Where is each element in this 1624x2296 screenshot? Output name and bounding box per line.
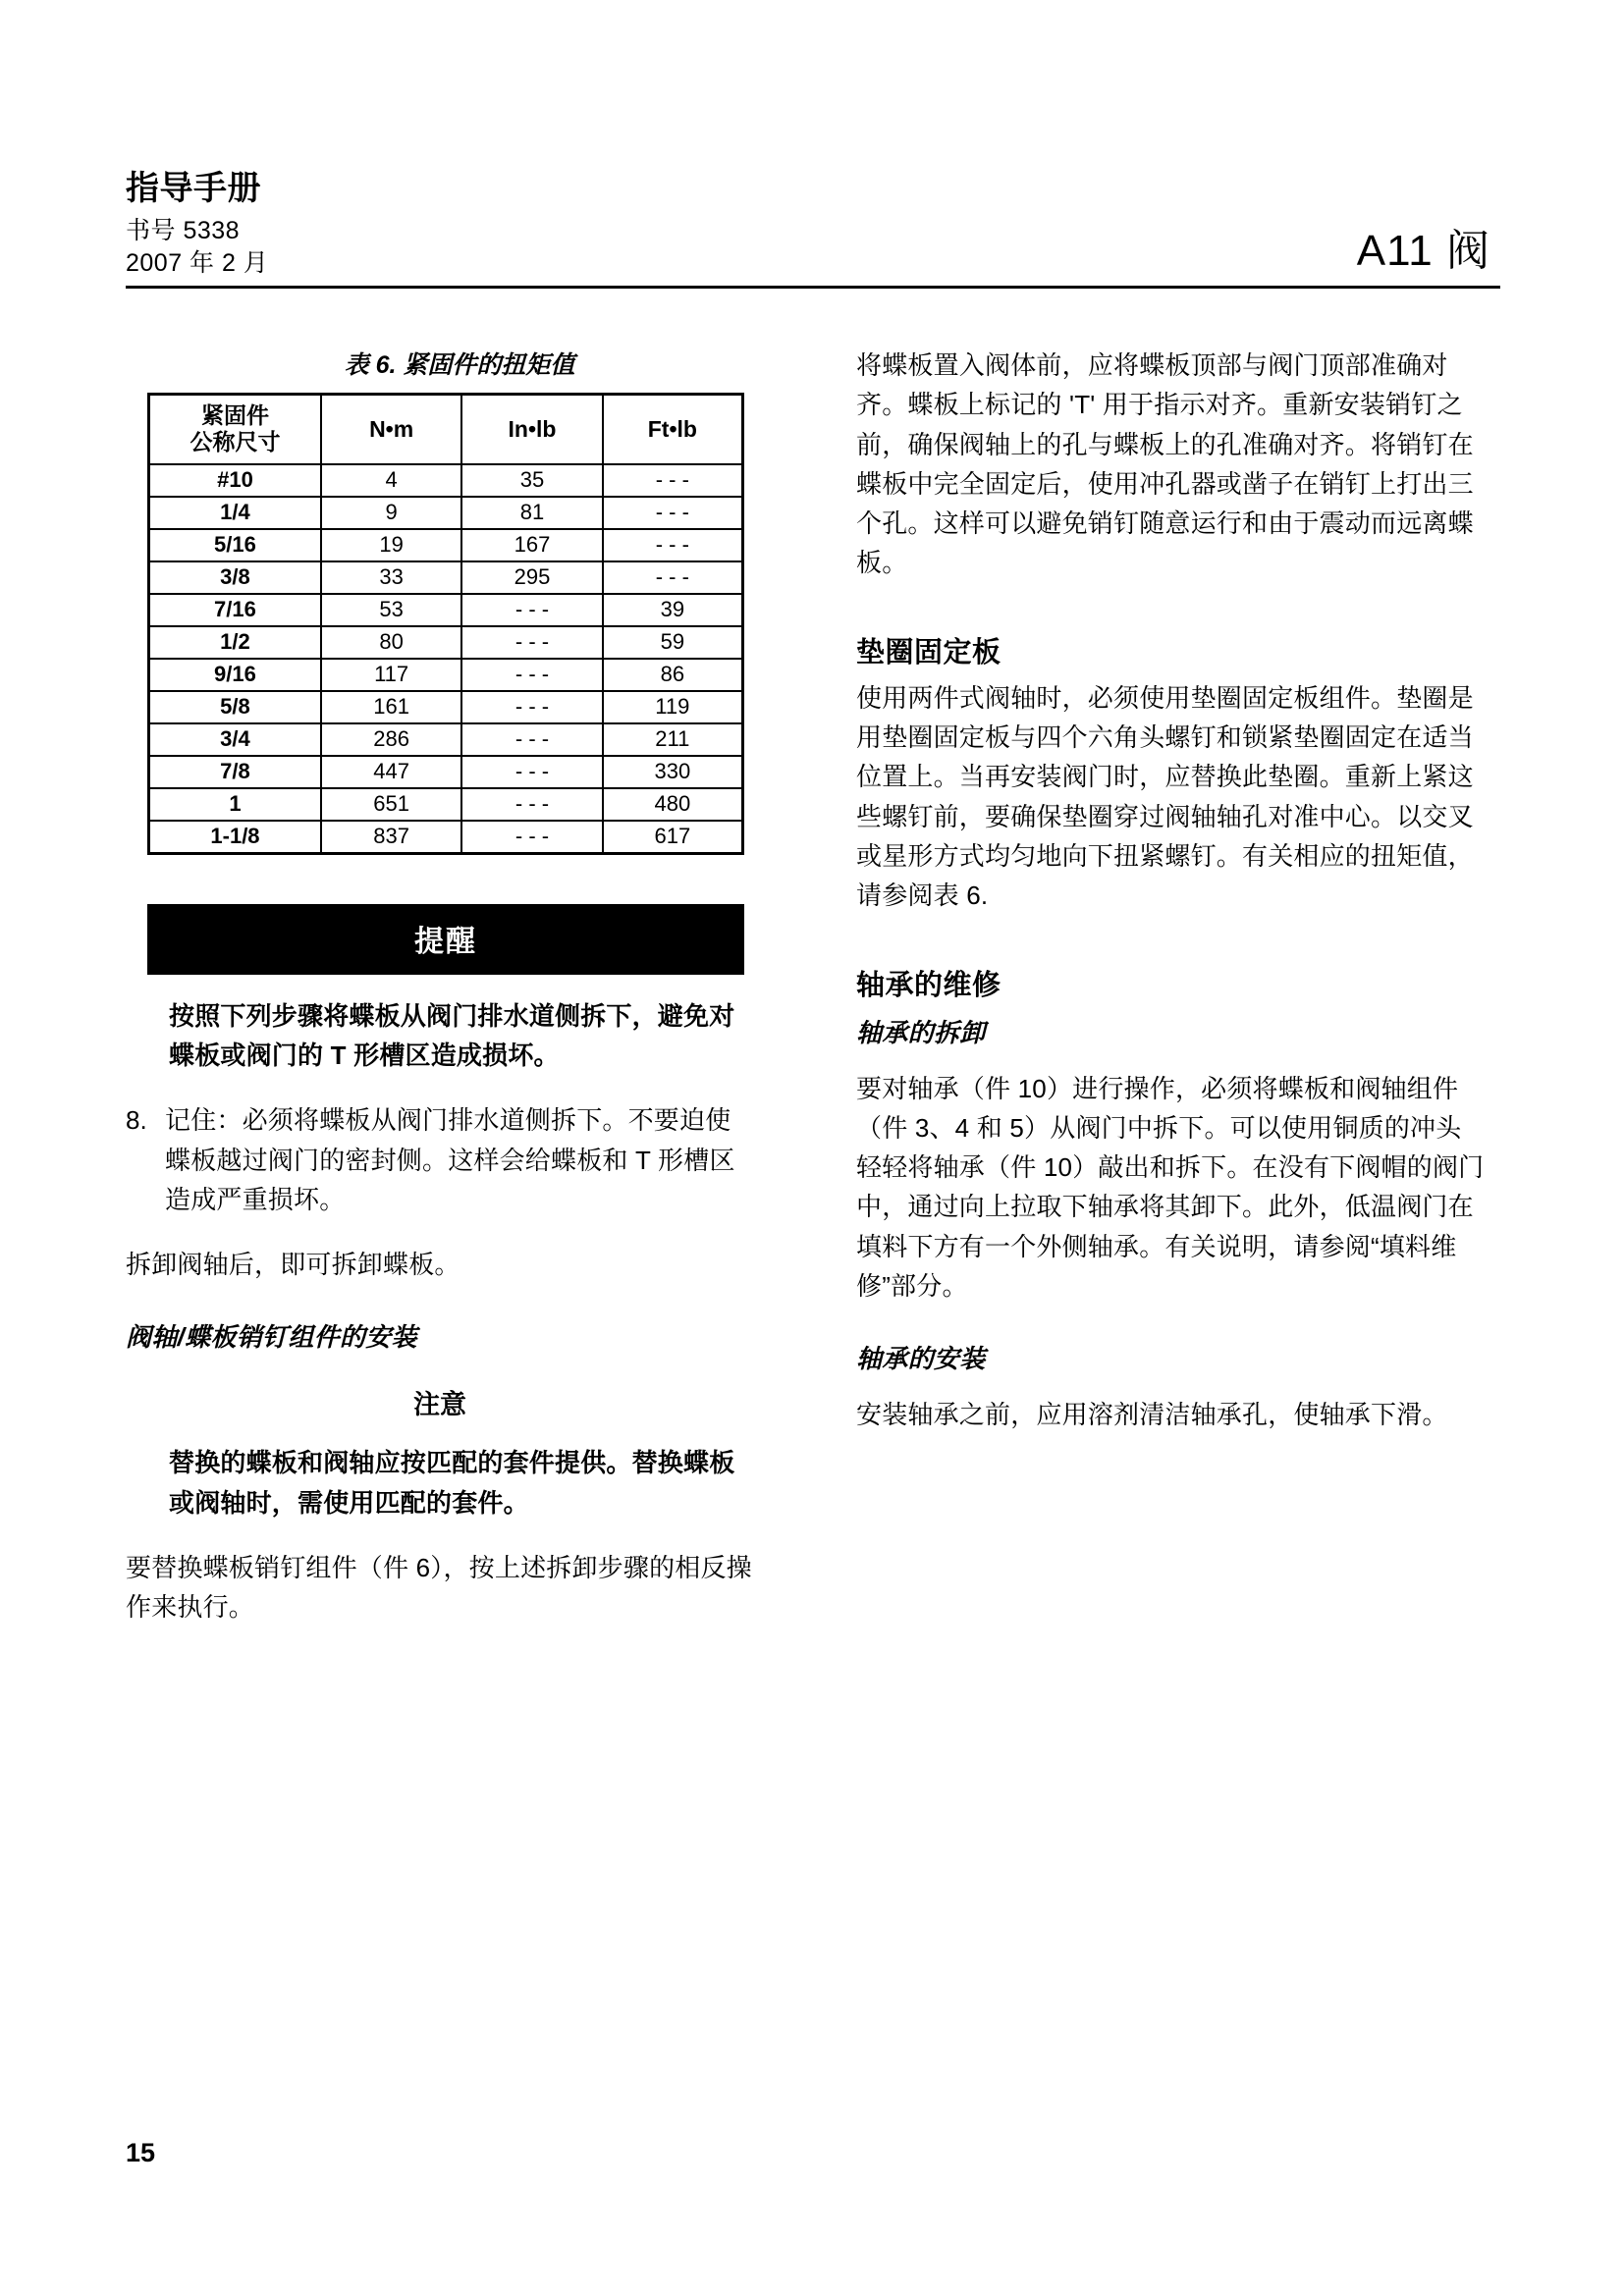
paragraph-gasket-retainer: 使用两件式阀轴时，必须使用垫圈固定板组件。垫圈是用垫圈固定板与四个六角头螺钉和锁紧垫圈固定在适当位置上。当再安装阀门时，应替换此垫圈。重新上紧这些螺钉前，要确保垫圈穿过阀轴轴孔对准中心。以交叉或星形方式均匀地向下扭紧螺钉。有关相应的扭矩值，请参阅表 6.	[856, 682, 1474, 911]
cell-inlb: - - -	[461, 723, 602, 756]
cell-fastener-size: 9/16	[149, 659, 321, 691]
paragraph-after-step-8: 拆卸阀轴后，即可拆卸蝶板。	[126, 1250, 460, 1280]
page-number: 15	[126, 2138, 156, 2167]
cell-ftlb: 480	[603, 788, 743, 821]
cell-fastener-size: #10	[149, 464, 321, 497]
cell-fastener-size: 7/8	[149, 756, 321, 788]
cell-fastener-size: 1	[149, 788, 321, 821]
cell-inlb: 167	[461, 529, 602, 561]
cell-nm: 161	[321, 691, 461, 723]
cell-ftlb: - - -	[603, 497, 743, 529]
step-8-text: 记住：必须将蝶板从阀门排水道侧拆下。不要迫使蝶板越过阀门的密封侧。这样会给蝶板和 T 形槽区造成严重损坏。	[165, 1105, 735, 1214]
cell-inlb: - - -	[461, 626, 602, 659]
table-row	[149, 497, 743, 529]
cell-nm: 651	[321, 788, 461, 821]
cell-ftlb: - - -	[603, 561, 743, 594]
table-row	[149, 659, 743, 691]
table-row	[149, 626, 743, 659]
caution-title: 注意	[413, 1390, 466, 1420]
table-row	[149, 464, 743, 497]
header-left-block	[126, 167, 268, 280]
document-date: 2007 年 2 月	[126, 248, 269, 277]
heading-bearing-maintenance: 轴承的维修	[856, 969, 1001, 1001]
table-row	[149, 821, 743, 853]
cell-inlb: - - -	[461, 691, 602, 723]
cell-inlb: 35	[461, 464, 602, 497]
step-8-number: 8.	[126, 1105, 147, 1136]
cell-fastener-size: 7/16	[149, 594, 321, 626]
table-header-row	[149, 395, 743, 465]
column-header-line-2: 公称尺寸	[189, 429, 281, 455]
right-column	[856, 346, 1485, 1435]
heading-gasket-retainer-plate: 垫圈固定板	[856, 636, 1001, 668]
column-header-inlb: In•lb	[461, 395, 602, 465]
column-header-ftlb: Ft•lb	[603, 395, 743, 465]
cell-inlb: - - -	[461, 594, 602, 626]
cell-ftlb: 39	[603, 594, 743, 626]
cell-nm: 19	[321, 529, 461, 561]
heading-shaft-disc-pin-installation: 阀轴/蝶板销钉组件的安装	[126, 1322, 417, 1353]
cell-ftlb: 86	[603, 659, 743, 691]
caution-body: 替换的蝶板和阀轴应按匹配的套件提供。替换蝶板或阀轴时，需使用匹配的套件。	[169, 1448, 735, 1518]
notice-banner-body: 按照下列步骤将蝶板从阀门排水道侧拆下，避免对蝶板或阀门的 T 形槽区造成损坏。	[169, 1000, 735, 1070]
cell-ftlb: 59	[603, 626, 743, 659]
cell-fastener-size: 3/4	[149, 723, 321, 756]
page-header	[126, 167, 1500, 289]
table-row	[149, 788, 743, 821]
cell-inlb: - - -	[461, 821, 602, 853]
cell-nm: 4	[321, 464, 461, 497]
column-header-fastener-size	[149, 395, 321, 465]
cell-inlb: 295	[461, 561, 602, 594]
cell-fastener-size: 1-1/8	[149, 821, 321, 853]
cell-ftlb: 211	[603, 723, 743, 756]
column-header-nm: N•m	[321, 395, 461, 465]
cell-ftlb: 330	[603, 756, 743, 788]
cell-inlb: - - -	[461, 659, 602, 691]
cell-ftlb: 617	[603, 821, 743, 853]
cell-inlb: 81	[461, 497, 602, 529]
paragraph-pin-replacement: 要替换蝶板销钉组件（件 6），按上述拆卸步骤的相反操作来执行。	[126, 1553, 752, 1623]
table-row	[149, 594, 743, 626]
paragraph-disc-alignment: 将蝶板置入阀体前，应将蝶板顶部与阀门顶部准确对齐。蝶板上标记的 'T' 用于指示对齐。重新安装销钉之前，确保阀轴上的孔与蝶板上的孔准确对齐。将销钉在蝶板中完全固定后，使用冲孔器或凿子在销钉上打出三个孔。这样可以避免销钉随意运行和由于震动而远离蝶板。	[856, 350, 1474, 578]
cell-nm: 9	[321, 497, 461, 529]
table-row	[149, 529, 743, 561]
cell-inlb: - - -	[461, 788, 602, 821]
cell-fastener-size: 1/4	[149, 497, 321, 529]
column-header-line-1: 紧固件	[200, 402, 269, 428]
cell-fastener-size: 5/16	[149, 529, 321, 561]
book-number: 书号 5338	[126, 216, 241, 244]
cell-ftlb: - - -	[603, 464, 743, 497]
table-caption: 表 6. 紧固件的扭矩值	[344, 351, 575, 379]
table-row	[149, 723, 743, 756]
cell-fastener-size: 5/8	[149, 691, 321, 723]
product-name: A11 阀	[1356, 226, 1490, 275]
heading-bearing-removal: 轴承的拆卸	[856, 1017, 986, 1047]
table-row	[149, 756, 743, 788]
cell-ftlb: - - -	[603, 529, 743, 561]
document-title: 指导手册	[126, 170, 261, 207]
cell-inlb: - - -	[461, 756, 602, 788]
paragraph-bearing-installation: 安装轴承之前，应用溶剂清洁轴承孔，使轴承下滑。	[856, 1400, 1448, 1430]
cell-fastener-size: 3/8	[149, 561, 321, 594]
paragraph-bearing-removal: 要对轴承（件 10）进行操作，必须将蝶板和阀轴组件（件 3、4 和 5）从阀门中拆下。可以使用铜质的冲头轻轻将轴承（件 10）敲出和拆下。在没有下阀帽的阀门中，通过向上拉取下轴承将其卸下。此外，低温阀门在填料下方有一个外侧轴承。有关说明，请参阅“填料维修”部分。	[856, 1073, 1485, 1302]
torque-values-table	[147, 393, 744, 855]
cell-nm: 53	[321, 594, 461, 626]
notice-banner: 提醒	[147, 904, 744, 975]
left-column	[126, 346, 754, 1628]
cell-nm: 837	[321, 821, 461, 853]
cell-ftlb: 119	[603, 691, 743, 723]
cell-nm: 117	[321, 659, 461, 691]
table-row	[149, 561, 743, 594]
cell-fastener-size: 1/2	[149, 626, 321, 659]
heading-bearing-installation: 轴承的安装	[856, 1344, 986, 1374]
step-8	[126, 1100, 754, 1219]
cell-nm: 80	[321, 626, 461, 659]
cell-nm: 33	[321, 561, 461, 594]
cell-nm: 447	[321, 756, 461, 788]
cell-nm: 286	[321, 723, 461, 756]
table-row	[149, 691, 743, 723]
